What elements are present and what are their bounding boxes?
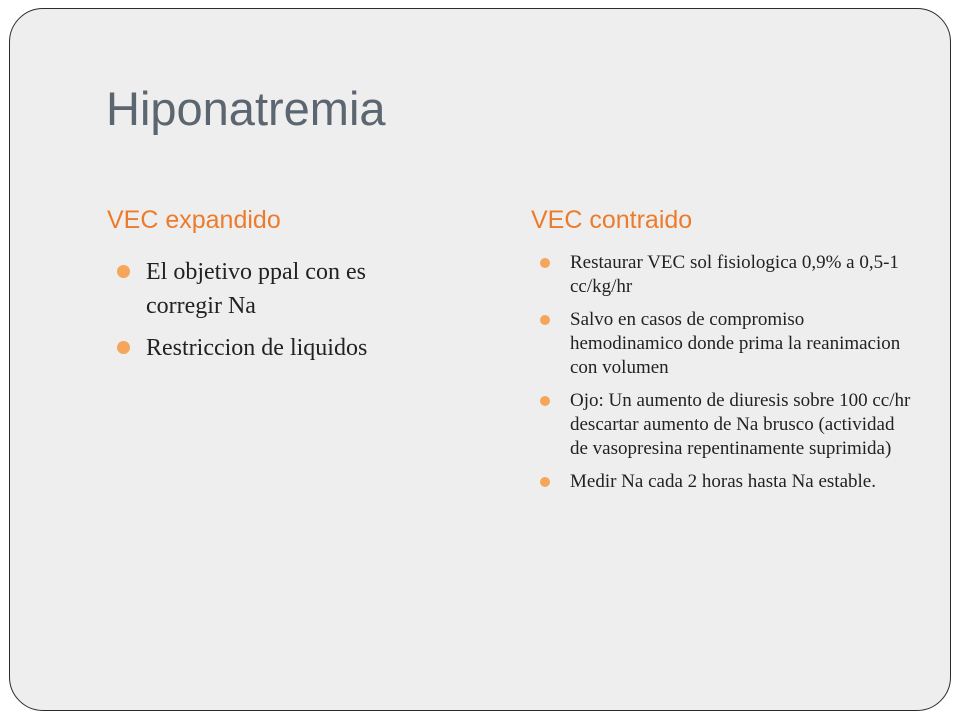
bullet-text: Restaurar VEC sol fisiologica 0,9% a 0,5-1 cc/kg/hr: [570, 252, 899, 297]
list-item: [538, 308, 913, 380]
bullet-text: El objetivo ppal con es corregir Na: [146, 259, 366, 319]
bullet-dot-icon: [540, 477, 550, 487]
bullet-text: Medir Na cada 2 horas hasta Na estable.: [570, 471, 876, 492]
left-bullet-list: [115, 255, 445, 373]
slide-title: Hiponatremia: [106, 82, 386, 135]
bullet-text: Ojo: Un aumento de diuresis sobre 100 cc/hr descartar aumento de Na brusco (actividad de vasopresina repentinamente suprimida): [570, 390, 911, 459]
bullet-text: Restriccion de liquidos: [146, 335, 368, 361]
list-item: [115, 255, 445, 323]
bullet-dot-icon: [540, 396, 550, 406]
slide: [9, 8, 951, 711]
list-item: [538, 251, 913, 299]
bullet-dot-icon: [540, 258, 550, 268]
list-item: [538, 389, 913, 461]
bullet-text: Salvo en casos de compromiso hemodinamico donde prima la reanimacion con volumen: [570, 309, 901, 378]
left-column-heading: VEC expandido: [107, 206, 281, 234]
list-item: [538, 470, 913, 494]
bullet-dot-icon: [117, 265, 130, 278]
bullet-dot-icon: [117, 341, 130, 354]
bullet-dot-icon: [540, 315, 550, 325]
list-item: [115, 331, 445, 365]
right-bullet-list: [538, 251, 913, 503]
right-column-heading: VEC contraido: [531, 206, 693, 234]
